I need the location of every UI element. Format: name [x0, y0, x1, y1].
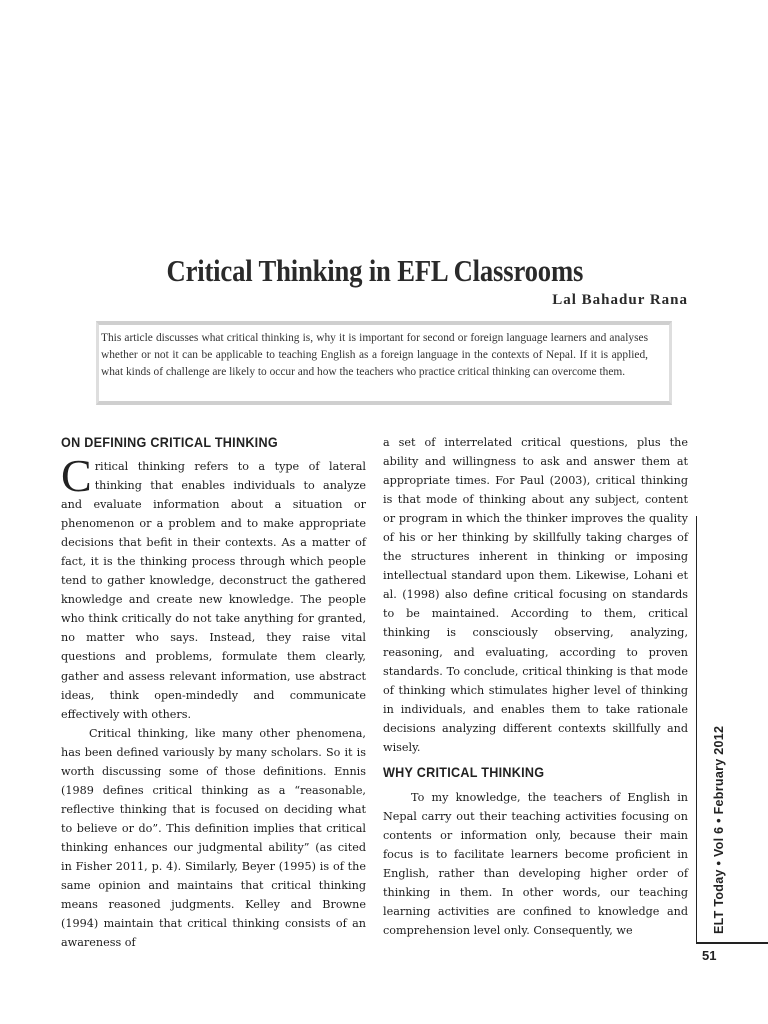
margin-rule-horizontal [696, 942, 768, 944]
abstract-text: This article discusses what critical thinking is, why it is important for second or foreign language learners and analyses whether or not it can be applicable to teaching English as a foreign language in the contexts of Nepal. If it is applied, what kinds of challenge are likely to occur and how the teachers who practice critical thinking can overcome them. [101, 332, 648, 378]
paragraph-definitions-scholars: Critical thinking, like many other phenomena, has been defined variously by many scholars. So it is worth discussing some of those definitions. Ennis (1989 defines critical thinking as a “reasonable, reflective thinking that is focused on deciding what to believe or do”. This definition implies that critical thinking enhances our judgmental ability” (as cited in Fisher 2011, p. 4). Similarly, Beyer (1995) is of the same opinion and maintains that critical thinking means reasoned judgments. Kelley and Browne (1994) maintain that critical thinking consists of an awareness of [61, 726, 366, 950]
paragraph-definitions-continued: a set of interrelated critical questions, plus the ability and willingness to ask and answer them at appropriate times. For Paul (2003), critical thinking is that mode of thinking about any subject, content or program in which the thinker improves the quality of his or her thinking by skillfully taking charges of the structures inherent in thinking or imposing intellectual standard upon them. Likewise, Lohani et al. (1998) also define critical focusing on standards to be maintained. According to them, critical thinking is consciously observing, analyzing, reasoning, and evaluating, according to proven standards. To conclude, critical thinking is that mode of thinking which stimulates higher level of thinking in individuals, and enables them to take rationale decisions analyzing different contexts skillfully and wisely. [383, 436, 688, 754]
paragraph-why: To my knowledge, the teachers of English in Nepal carry out their teaching activities focusing on contents or information only, because their main focus is to facilitate learners become proficient in English, rather than developing higher order of thinking in them. In other words, our teaching learning activities are confined to knowledge and comprehension level only. Consequently, we [383, 790, 688, 938]
section-heading-why: WHY CRITICAL THINKING [383, 763, 545, 780]
left-column [61, 433, 366, 952]
section-heading-defining: ON DEFINING CRITICAL THINKING [61, 434, 278, 450]
right-column [383, 433, 688, 940]
paragraph-definition-text: ritical thinking refers to a type of lateral thinking that enables individuals to analyze and evaluate information about a situation or phenomenon or a problem and to make appropriate decisions that befit in their contexts. As a matter of fact, it is the thinking process through which people tend to gather knowledge, deconstruct the gathered knowledge and create new knowledge. The people who think critically do not take anything for granted, no matter who says. Instead, they raise vital questions and problems, formulate them clearly, gather and assess relevant information, use abstract ideas, think open-mindedly and communicate effectively with others. [61, 460, 366, 721]
article-title: Critical Thinking in EFL Classrooms [166, 253, 584, 288]
page-number: 51 [702, 948, 717, 963]
running-head: ELT Today • Vol 6 • February 2012 [712, 725, 726, 934]
drop-cap: C [61, 450, 92, 501]
paragraph-definition [61, 450, 366, 724]
author-name: Lal Bahadur Rana [552, 292, 688, 308]
margin-rule-vertical [696, 516, 697, 944]
